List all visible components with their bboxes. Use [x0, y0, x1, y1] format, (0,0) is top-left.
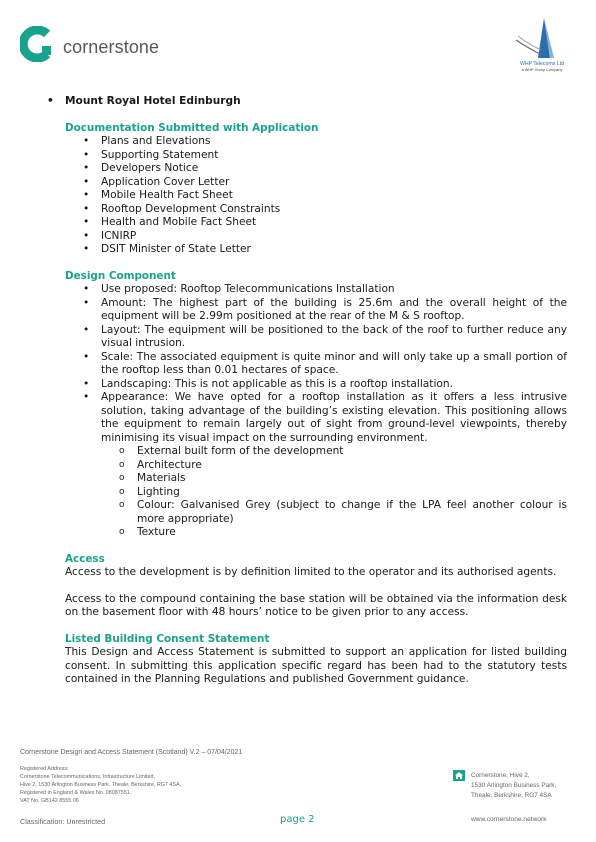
- list-item: • Appearance: We have opted for a rooftop installation as it offers a less intrusive solution, taking advantage of the building’s existing elevation. This positioning allows the equipment to remain largely out of sight from ground-level viewpoints, thereby minimising its visual impact on the surrounding environment.: [65, 391, 567, 445]
- list-item: • Mobile Health Fact Sheet: [65, 189, 567, 203]
- content: [65, 95, 567, 687]
- list-item: • DSIT Minister of State Letter: [65, 243, 567, 257]
- address-line: Theale, Berkshire, RG7 4SA: [471, 792, 552, 799]
- access-heading: Access: [65, 552, 105, 565]
- design-heading: Design Component: [65, 269, 176, 282]
- address-line: Cornerstone, Hive 2,: [471, 772, 530, 779]
- sublist-item: o Lighting: [65, 486, 567, 500]
- list-item: • Rooftop Development Constraints: [65, 203, 567, 217]
- sublist-item: o Texture: [65, 526, 567, 540]
- whp-logo-icon: [514, 18, 562, 60]
- cornerstone-logo-icon: [20, 26, 56, 62]
- list-item: • Landscaping: This is not applicable as this is a rooftop installation.: [65, 378, 567, 392]
- list-item: • ICNIRP: [65, 230, 567, 244]
- list-item: • Supporting Statement: [65, 149, 567, 163]
- partner-subtitle: a WHP Group Company: [521, 68, 563, 72]
- design-list: [65, 283, 567, 445]
- document-reference: Cornerstone Design and Access Statement (Scotland) V.2 – 07/04/2021: [20, 749, 243, 756]
- documentation-list: [65, 135, 567, 257]
- brand-name: cornerstone: [63, 37, 160, 57]
- list-item: • Application Cover Letter: [65, 176, 567, 190]
- website-link[interactable]: www.cornerstone.network: [471, 816, 547, 823]
- classification: Classification: Unrestricted: [20, 817, 106, 826]
- list-item: • Developers Notice: [65, 162, 567, 176]
- access-paragraph: Access to the development is by definition limited to the operator and its authorised agents.: [65, 566, 557, 578]
- site-name: • Mount Royal Hotel Edinburgh: [29, 95, 567, 109]
- home-icon: [453, 770, 465, 781]
- listed-paragraph: This Design and Access Statement is submitted to support an application for listed building consent. In submitting this application specific regard has been had to the statutory tests contained in the Planning Regulations and published Government guidance.: [65, 646, 567, 685]
- address-line: 1530 Arlington Business Park,: [471, 782, 557, 789]
- access-paragraph: Access to the compound containing the base station will be obtained via the information desk on the basement floor with 48 hours’ notice to be given prior to any access.: [65, 592, 567, 618]
- registered-line: Registered in England & Wales No. 08087551.: [20, 790, 132, 796]
- sublist-item: o Materials: [65, 472, 567, 486]
- registered-line: Cornerstone Telecommunications, Infrastructure Limited,: [20, 774, 156, 780]
- partner-name: WHP Telecoms Ltd: [520, 61, 564, 67]
- list-item: • Layout: The equipment will be positioned to the back of the roof to further reduce any visual intrusion.: [65, 324, 567, 351]
- design-sublist: [65, 445, 567, 540]
- sublist-item: o Architecture: [65, 459, 567, 473]
- listed-heading: Listed Building Consent Statement: [65, 632, 270, 645]
- documentation-heading: Documentation Submitted with Application: [65, 121, 319, 134]
- registered-line: Hive 2, 1530 Arlington Business Park, Theale, Berkshire, RG7 4SA.: [20, 782, 182, 788]
- sublist-item: o Colour: Galvanised Grey (subject to change if the LPA feel another colour is more appropriate): [65, 499, 567, 526]
- list-item: • Plans and Elevations: [65, 135, 567, 149]
- page-number: page 2: [280, 814, 315, 825]
- list-item: • Use proposed: Rooftop Telecommunications Installation: [65, 283, 567, 297]
- list-item: • Scale: The associated equipment is quite minor and will only take up a small portion of the rooftop less than 0.01 hectares of space.: [65, 351, 567, 378]
- registered-line: VAT No. GB142 8555 06: [20, 798, 79, 804]
- sublist-item: o External built form of the development: [65, 445, 567, 459]
- list-item: • Amount: The highest part of the building is 25.6m and the overall height of the equipment will be 2.99m positioned at the rear of the M & S rooftop.: [65, 297, 567, 324]
- registered-line: Registered Address:: [20, 766, 69, 772]
- list-item: • Health and Mobile Fact Sheet: [65, 216, 567, 230]
